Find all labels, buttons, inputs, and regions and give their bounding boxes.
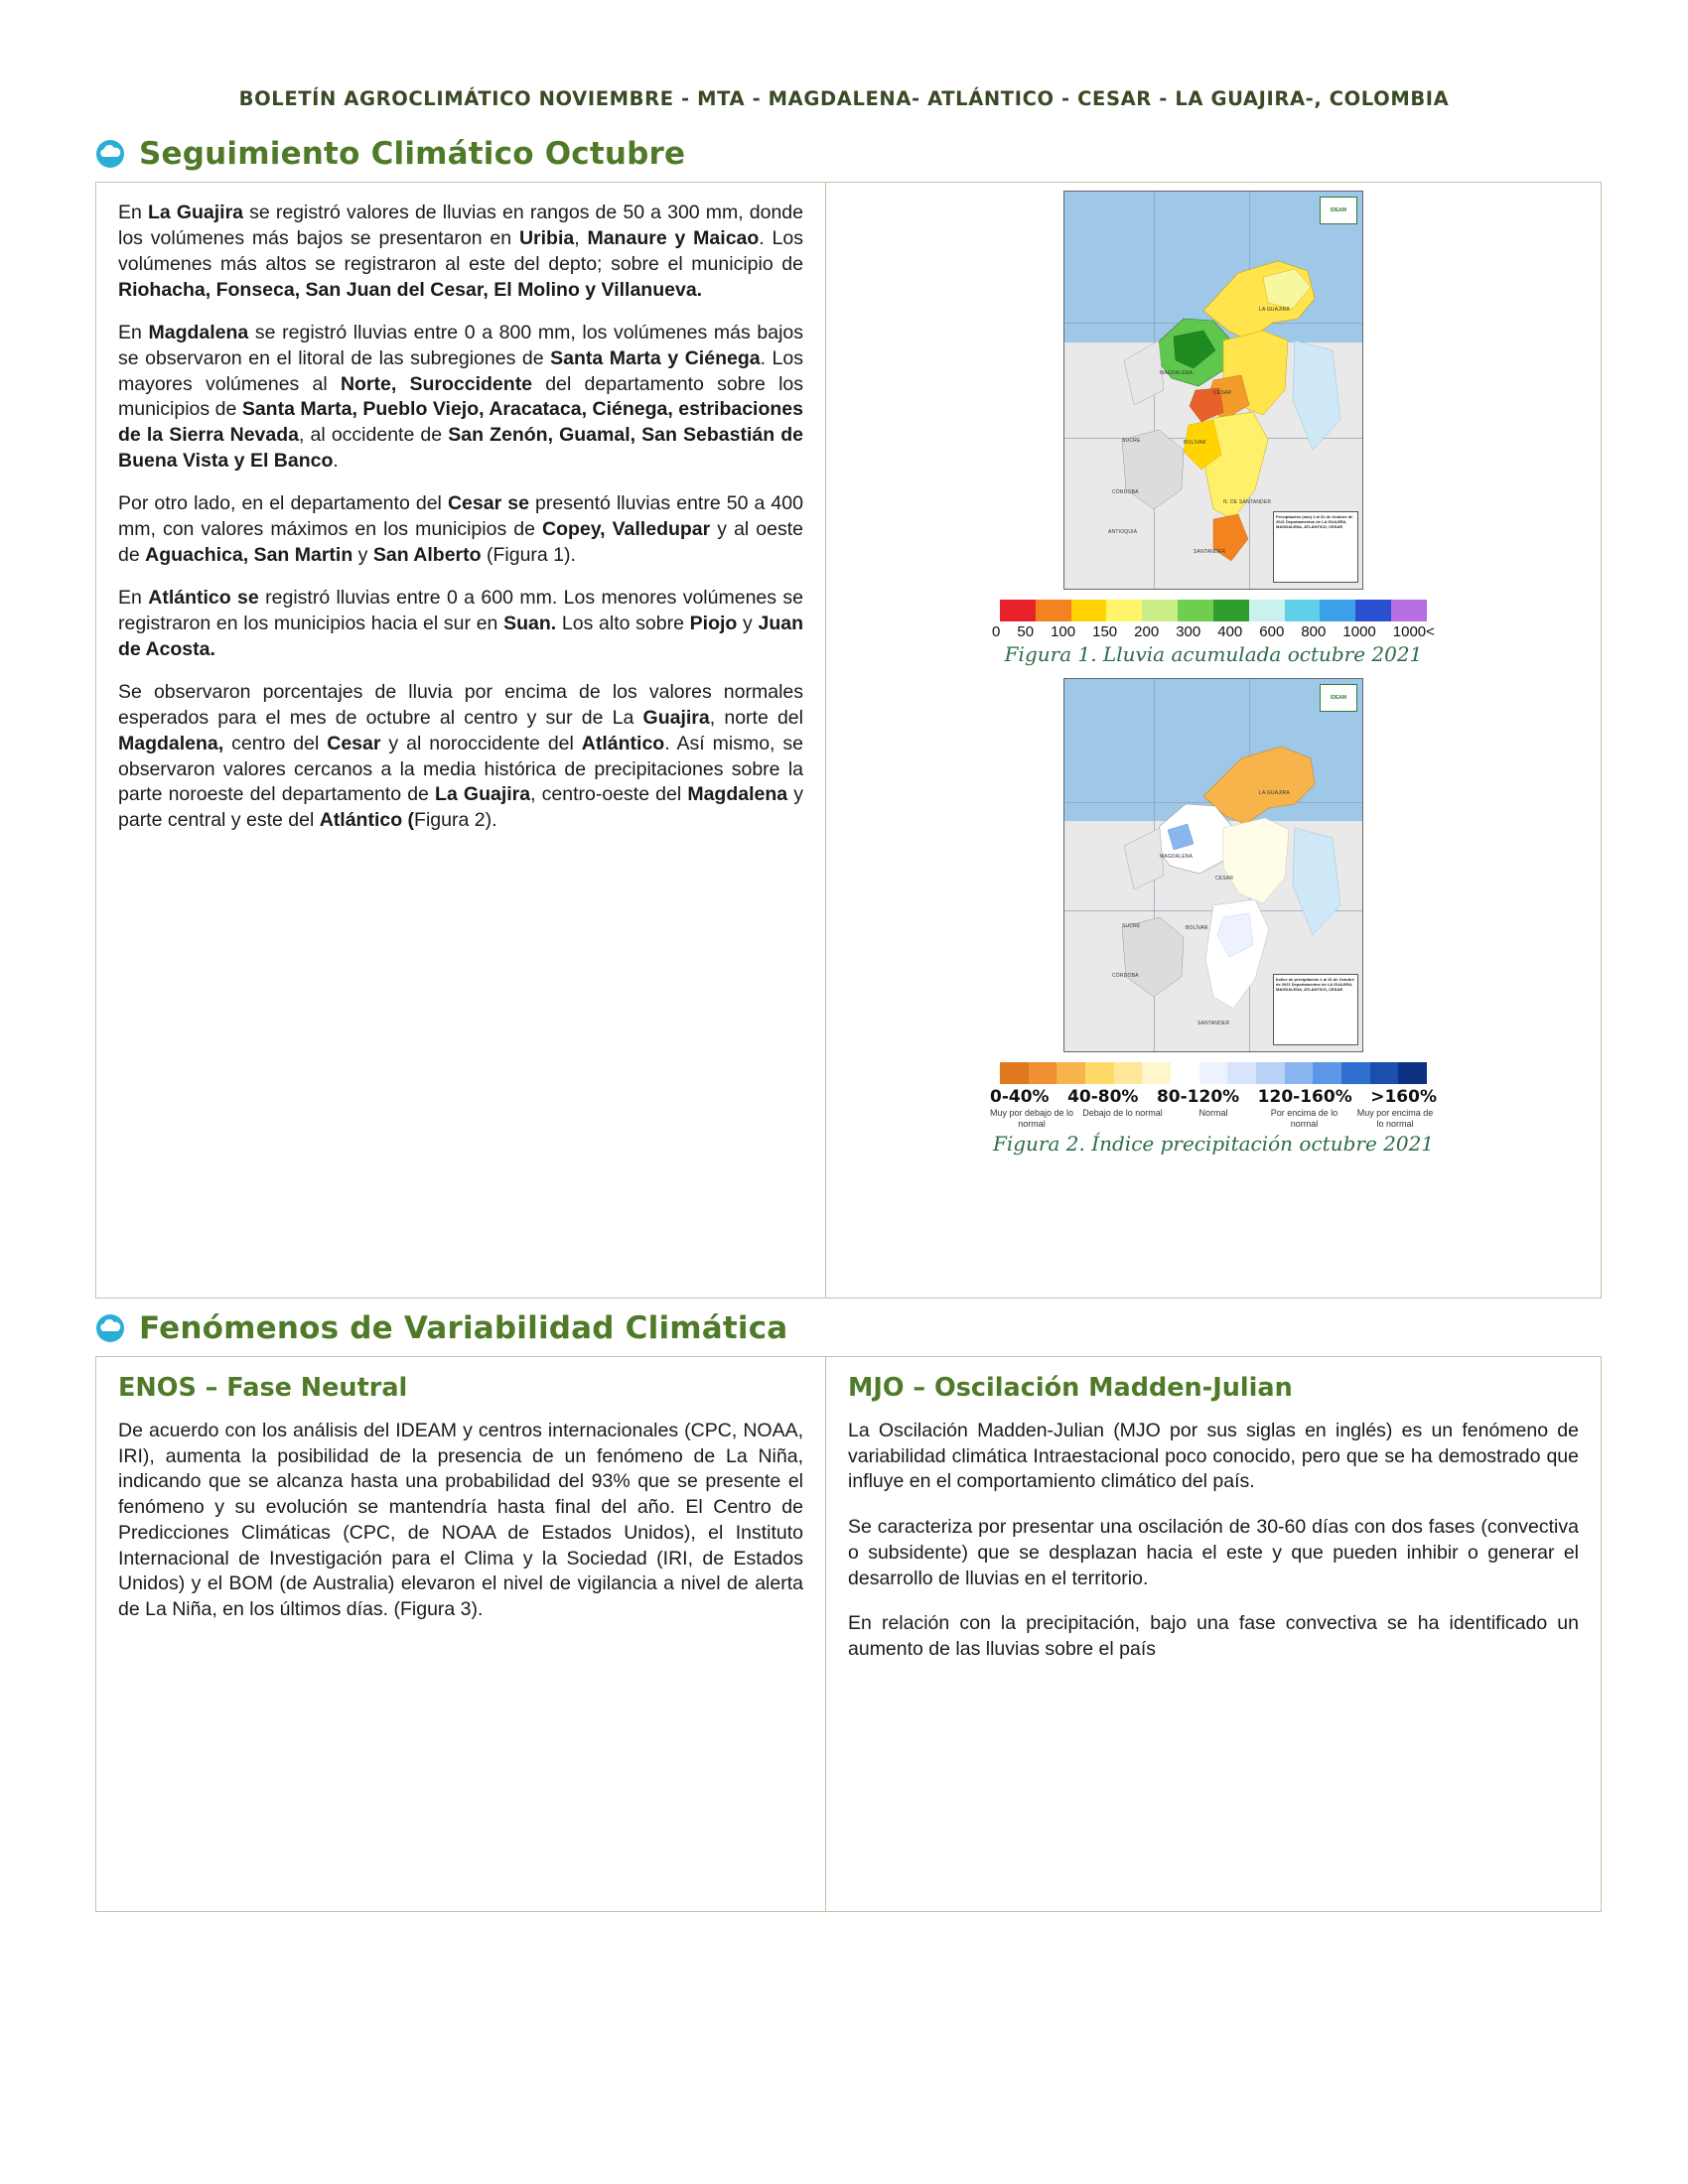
cb1-tick-8: 800 <box>1301 623 1327 640</box>
cb1-tick-3: 150 <box>1092 623 1118 640</box>
map2-label-magdalena: MAGDALENA <box>1160 854 1194 860</box>
figure-1-map <box>1063 191 1363 590</box>
figure-2-colorbar-sublabels <box>989 1108 1438 1130</box>
section-heading-climate <box>95 136 1599 172</box>
map1-label-bolivar: BOLÍVAR <box>1184 440 1206 446</box>
map1-label-ndesantander: N. DE SANTANDER <box>1223 499 1272 505</box>
cb2-sub-4: Muy por encima de lo normal <box>1356 1108 1434 1129</box>
cb1-tick-9: 1000 <box>1342 623 1376 640</box>
section-title-variability: Fenómenos de Variabilidad Climática <box>139 1310 788 1346</box>
map2-label-sucre: SUCRE <box>1122 923 1141 929</box>
mjo-paragraph-1: La Oscilación Madden-Julian (MJO por sus siglas en inglés) es un fenómeno de variabilidad climática Intraestacional poco conocido, pero que se ha demostrado que influye en el comportamiento climático del país. <box>848 1420 1579 1493</box>
map1-label-magdalena: MAGDALENA <box>1160 370 1194 376</box>
climate-paragraph-5: Se observaron porcentajes de lluvia por encima de los valores normales esperados para el mes de octubre al centro y sur de La Guajira, norte del Magdalena, centro del Cesar y al noroccidente del Atlántico. Así mismo, se observaron valores cercanos a la media histórica de precipitaciones sobre la parte noroeste del departamento de La Guajira, centro-oeste del Magdalena y parte central y este del Atlántico (Figura 2). <box>118 680 803 832</box>
enos-column <box>95 1356 825 1912</box>
map2-legend-box <box>1273 974 1358 1045</box>
cb2-label-0: 0-40% <box>990 1087 1050 1107</box>
map2-label-santander: SANTANDER <box>1197 1021 1230 1026</box>
figure-1-caption: Figura 1. Lluvia acumulada octubre 2021 <box>1004 642 1423 666</box>
map1-label-antioquia: ANTIOQUIA <box>1108 529 1138 535</box>
climate-text-column <box>96 183 826 1297</box>
cb1-tick-6: 400 <box>1217 623 1243 640</box>
cb1-tick-0: 0 <box>992 623 1001 640</box>
cloud-bullet-icon <box>95 139 125 169</box>
climate-paragraph-1: En La Guajira se registró valores de lluvias en rangos de 50 a 300 mm, donde los volúmenes más bajos se presentaron en Uribia, Manaure y Maicao. Los volúmenes más altos se registraron al este del depto; sobre el municipio de Riohacha, Fonseca, San Juan del Cesar, El Molino y Villanueva. <box>118 202 803 301</box>
cb1-tick-4: 200 <box>1134 623 1160 640</box>
enos-paragraph-1: De acuerdo con los análisis del IDEAM y centros internacionales (CPC, NOAA, IRI), aumenta la posibilidad de la presencia de un fenómeno de La Niña, indicando que se alcanza hasta una probabilidad del 93% que se presente el fenómeno y su evolución se mantendría hasta final del año. El Centro de Predicciones Climáticas (CPC, de NOAA de Estados Unidos), el Instituto Internacional de Investigación para el Clima y la Sociedad (IRI, de Estados Unidos) y el BOM (de Australia) elevaron el nivel de vigilancia a nivel de alerta de La Niña, en los últimos días. (Figura 3). <box>118 1420 803 1621</box>
cb2-sub-0: Muy por debajo de lo normal <box>989 1108 1074 1129</box>
climate-paragraph-4: En Atlántico se registró lluvias entre 0 a 600 mm. Los menores volúmenes se registraron en los municipios hacia el sur en Suan. Los alto sobre Piojo y Juan de Acosta. <box>118 586 803 660</box>
cb1-tick-10: 1000< <box>1392 623 1435 640</box>
cb1-tick-5: 300 <box>1176 623 1201 640</box>
map1-label-cesar: CESAR <box>1213 390 1232 396</box>
map2-label-bolivar: BOLÍVAR <box>1186 925 1208 931</box>
document-header-title: BOLETÍN AGROCLIMÁTICO NOVIEMBRE - MTA - MAGDALENA- ATLÁNTICO - CESAR - LA GUAJIRA-, COLOMBIA <box>238 87 1450 110</box>
cb2-sub-2: Normal <box>1198 1108 1228 1118</box>
map2-ideam-logo: IDEAM <box>1320 684 1357 712</box>
figure-1-colorbar <box>1000 600 1427 621</box>
figure-2-map <box>1063 678 1363 1052</box>
map1-label-sucre: SUCRE <box>1122 438 1141 444</box>
cb1-tick-7: 600 <box>1259 623 1285 640</box>
climate-paragraph-3: Por otro lado, en el departamento del Cesar se presentó lluvias entre 50 a 400 mm, con valores máximos en los municipios de Copey, Valledupar y al oeste de Aguachica, San Martin y San Alberto (Figura 1). <box>118 492 803 567</box>
cb2-label-3: 120-160% <box>1257 1087 1352 1107</box>
mjo-title: MJO – Oscilación Madden-Julian <box>848 1373 1293 1403</box>
mjo-column <box>825 1356 1602 1912</box>
mjo-paragraph-3: En relación con la precipitación, bajo una fase convectiva se ha identificado un aumento de las lluvias sobre el país <box>848 1612 1579 1661</box>
map2-legend-title: Índice de precipitación 1 al 31 de Octubre de 2021 Departamentos de LA GUAJIRA, MAGDALENA, ATLÁNTICO, CESAR <box>1276 977 1354 992</box>
cb2-label-2: 80-120% <box>1156 1087 1240 1107</box>
map1-legend-title: Precipitación (mm) 1 al 31 de Octubre de 2021 Departamentos de LA GUAJIRA, MAGDALENA, ATLÁNTICO, CESAR <box>1276 514 1353 529</box>
section-title-climate: Seguimiento Climático Octubre <box>139 136 686 172</box>
figure-2-caption: Figura 2. Índice precipitación octubre 2021 <box>992 1131 1435 1156</box>
variability-panel <box>95 1356 1602 1912</box>
map1-label-santander: SANTANDER <box>1194 549 1226 555</box>
mjo-paragraph-2: Se caracteriza por presentar una oscilación de 30-60 días con dos fases (convectiva o subsidente) que se desplazan hacia el este y que pueden inhibir o generar el desarrollo de lluvias en el territorio. <box>848 1516 1579 1589</box>
map2-label-guajira: LA GUAJIRA <box>1259 790 1290 796</box>
climate-monitoring-panel <box>95 182 1602 1298</box>
map1-ideam-logo: IDEAM <box>1320 197 1357 224</box>
cloud-bullet-icon-2 <box>95 1313 125 1343</box>
map2-label-cesar: CESAR <box>1215 876 1234 882</box>
figure-2-colorbar <box>1000 1062 1427 1084</box>
cb1-tick-2: 100 <box>1051 623 1076 640</box>
cb2-sub-1: Debajo de lo normal <box>1082 1108 1163 1118</box>
figure-2-colorbar-labels <box>990 1087 1437 1107</box>
cb1-tick-1: 50 <box>1017 623 1035 640</box>
map1-legend-box <box>1273 511 1358 583</box>
cb2-sub-3: Por encima de lo normal <box>1270 1108 1338 1129</box>
figure-1-colorbar-ticks <box>992 623 1435 640</box>
map2-label-cordoba: CÓRDOBA <box>1112 973 1139 979</box>
section-heading-variability <box>95 1310 1599 1346</box>
enos-title: ENOS – Fase Neutral <box>118 1373 408 1403</box>
map1-label-cordoba: CÓRDOBA <box>1112 489 1139 495</box>
cb2-label-4: >160% <box>1370 1087 1437 1107</box>
map1-label-guajira: LA GUAJIRA <box>1259 307 1290 313</box>
climate-paragraph-2: En Magdalena se registró lluvias entre 0 a 800 mm, los volúmenes más bajos se observaron en el litoral de las subregiones de Santa Marta y Ciénega. Los mayores volúmenes al Norte, Suroccidente del departamento sobre los municipios de Santa Marta, Pueblo Viejo, Aracataca, Ciénega, estribaciones de la Sierra Nevada, al occidente de San Zenón, Guamal, San Sebastián de Buena Vista y El Banco. <box>118 321 804 473</box>
climate-figures-column <box>826 183 1601 1297</box>
cb2-label-1: 40-80% <box>1067 1087 1139 1107</box>
